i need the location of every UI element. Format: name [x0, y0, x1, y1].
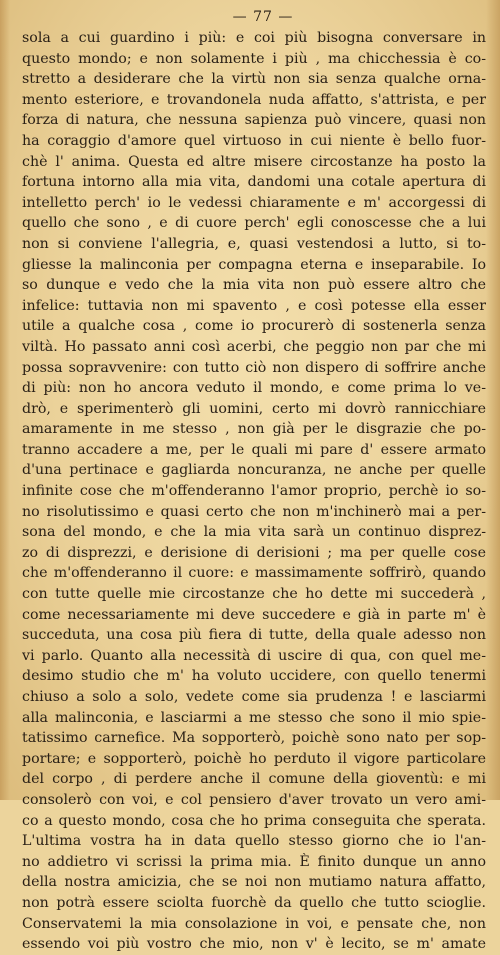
text-line-41: no addietro vi scrissi la prima mia. È finito dunque un anno: [22, 853, 486, 870]
text-line-10: quello che sono , e di cuore perch' egli conoscesse che a lui: [22, 215, 486, 232]
text-line-21: tranno accadere a me, per le quali mi pare d' essere armato: [22, 441, 486, 458]
text-line-35: tatissimo carnefice. Ma sopporterò, poichè sono nato per sop-: [22, 730, 486, 747]
text-line-33: chiuso a solo a solo, vedete come sia prudenza ! e lasciarmi: [22, 689, 486, 705]
text-line-19: drò, e sperimenterò gli uomini, certo mi dovrò rannicchiare: [22, 400, 486, 417]
text-line-20: amaramente in me stesso , non già per le disgrazie che po-: [22, 421, 486, 438]
text-line-36: portare; e sopporterò, poichè ho perduto il vigore particolare: [22, 750, 486, 767]
text-line-32: desimo studio che m' ha voluto uccidere, con quello tenermi: [22, 668, 486, 685]
text-line-16: viltà. Ho passato anni così acerbi, che peggio non par che mi: [22, 338, 486, 355]
text-line-22: d'una pertinace e gagliarda noncuranza, ne anche per quelle: [22, 462, 486, 479]
text-line-7: chè l' anima. Questa ed altre misere circostanze ha posto la: [22, 153, 486, 170]
text-line-38: consolerò con voi, e col pensiero d'aver trovato un vero ami-: [22, 791, 486, 808]
text-line-24: no risolutissimo e quasi certo che non m'inchinerò mai a per-: [22, 503, 486, 520]
text-line-31: vi parlo. Quanto alla necessità di uscire di qua, con quel me-: [22, 647, 486, 664]
text-line-26: zo di disprezzi, e derisione di derisioni ; ma per quelle cose: [22, 544, 486, 561]
text-line-28: con tutte quelle mie circostanze che ho dette mi succederà ,: [22, 586, 486, 603]
text-line-15: utile a qualche cosa , come io procurerò di sostenerla senza: [22, 318, 486, 335]
page-number: — 77 —: [232, 9, 294, 25]
text-line-17: possa sopravvenire: con tutto ciò non dispero di soffrire anche: [22, 359, 486, 376]
text-line-30: succeduta, una cosa più fiera di tutte, della quale adesso non: [22, 627, 486, 644]
text-line-1: sola a cui guardino i più: e coi più bisogna conversare in: [22, 30, 486, 46]
text-line-8: fortuna intorno alla mia vita, dandomi una cotale apertura di: [22, 174, 486, 191]
text-line-44: Conservatemi la mia consolazione in voi, e pensate che, non: [22, 915, 486, 932]
text-line-42: della nostra amicizia, che se noi non mutiamo natura affatto,: [22, 874, 486, 891]
text-line-40: L'ultima vostra ha in data quello stesso giorno che io l'an-: [22, 833, 486, 850]
text-line-29: come necessariamente mi deve succedere e già in parte m' è: [22, 606, 486, 623]
text-line-9: intelletto perch' io le vedessi chiaramente e m' accorgessi di: [22, 194, 486, 211]
text-line-23: infinite cose che m'offenderanno l'amor proprio, perchè io so-: [22, 483, 486, 500]
text-line-6: ha coraggio d'amore quel virtuoso in cui niente è bello fuor-: [22, 132, 486, 149]
text-line-34: alla malinconia, e lasciarmi a me stesso che sono il mio spie-: [22, 709, 486, 726]
text-line-25: sona del mondo, e che la mia vita sarà un continuo disprez-: [22, 524, 486, 541]
text-line-4: mento esteriore, e trovandonela nuda affatto, s'attrista, e per: [22, 91, 486, 108]
text-line-27: che m'offenderanno il cuore: e massimamente soffrirò, quando: [22, 565, 486, 582]
body-text: [22, 28, 486, 955]
text-line-14: infelice: tuttavia non mi spavento , e così potesse ella esser: [22, 297, 486, 314]
text-line-3: stretto a desiderare che la virtù non sia senza qualche orna-: [22, 71, 486, 88]
text-line-11: non si conviene l'allegria, e, quasi vestendosi a lutto, si to-: [22, 235, 486, 252]
text-line-43: non potrà essere sciolta fuorchè da quello che tutto scioglie.: [22, 894, 486, 911]
text-line-12: gliesse la malinconia per compagna eterna e inseparabile. Io: [22, 256, 486, 273]
text-line-13: so dunque e vedo che la mia vita non può essere altro che: [22, 277, 486, 294]
text-line-2: questo mondo; e non solamente i più , ma chicchessia è co-: [22, 50, 486, 67]
text-line-37: del corpo , di perdere anche il comune della gioventù: e mi: [22, 771, 486, 788]
text-line-45: essendo voi più vostro che mio, non v' è lecito, se m' amate: [22, 936, 486, 953]
text-line-5: forza di natura, che nessuna sapienza può vincere, quasi non: [22, 112, 486, 129]
text-line-39: co a questo mondo, cosa che ho prima conseguita che sperata.: [22, 812, 486, 829]
text-line-18: di più: non ho ancora veduto il mondo, e come prima lo ve-: [22, 380, 486, 397]
